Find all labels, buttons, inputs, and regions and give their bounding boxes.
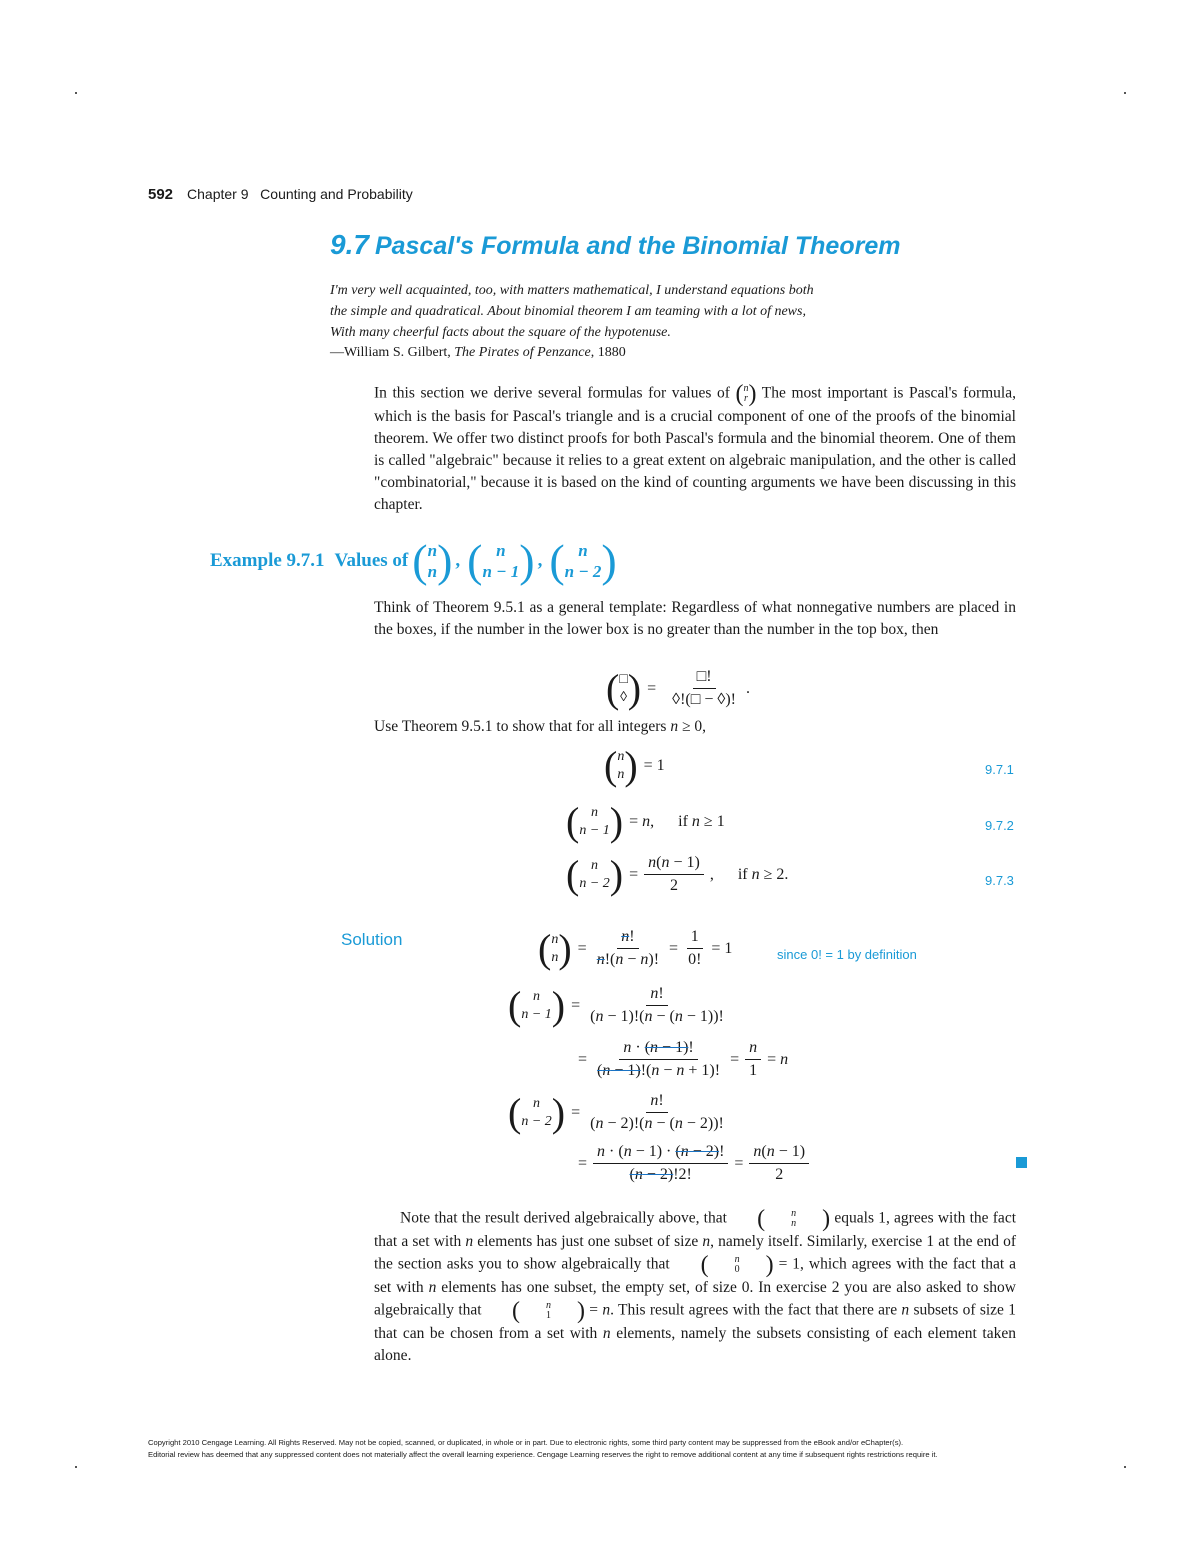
epigraph-line: the simple and quadratical. About binomial theorem I am teaming with a lot of news, xyxy=(330,304,806,319)
equation-9-7-1: ( n n ) = 1 xyxy=(604,743,665,788)
intro-paragraph: In this section we derive several formulas for values of ( n r ) The most important is Pascal's formula, which is the basis for Pascal's triangle and is a crucial component of one of the proofs of the binomial theorem. We offer two distinct proofs for both Pascal's formula and the binomial theorem. One of them is called "algebraic" because it relies to a great extent on algebraic manipulation, and the other is called "combinatorial," because it is based on the kind of counting arguments we have been discussing in this chapter. xyxy=(374,381,1016,513)
epigraph-line: With many cheerful facts about the square of the hypotenuse. xyxy=(330,325,671,340)
binomial-n-n-1: ( n n − 1 ) xyxy=(467,535,535,586)
epigraph-attribution: —William S. Gilbert, The Pirates of Penzance, 1880 xyxy=(330,345,626,360)
copyright-line: Copyright 2010 Cengage Learning. All Rights Reserved. May not be copied, scanned, or duplicated, in whole or in part. Due to electronic rights, some third party content may be suppressed from the eBook and/or eChapter(s). xyxy=(148,1438,904,1447)
chapter-title: Chapter 9 Counting and Probability xyxy=(187,186,413,202)
binomial-n-1: ( n 1 ) xyxy=(511,1298,585,1324)
section-number: 9.7 xyxy=(330,229,369,260)
crop-mark-tl xyxy=(75,92,77,94)
running-head xyxy=(148,186,413,203)
example-title: Values of xyxy=(334,550,409,571)
crop-mark-br xyxy=(1124,1466,1126,1468)
binomial-n-n: ( n n ) xyxy=(757,1206,831,1232)
equation-tag: 9.7.3 xyxy=(985,873,1014,888)
example-label: Example 9.7.1 xyxy=(210,550,325,571)
page-number: 592 xyxy=(148,186,174,203)
note-paragraph: Note that the result derived algebraically above, that ( n n ) equals 1, agrees with the fact that a set with n elements has just one subset of size n, namely itself. Similarly, exercise 1 at the end of the section asks you to show algebraically that ( n 0 ) = 1, which agrees with the fact that a set with n elements has one subset, the empty set, of size 0. In exercise 2 you are also asked to show algebraically that ( n 1 ) = n. This result agrees with the fact that there are n subsets of size 1 that can be chosen from a set with n elements, namely the subsets consisting of each element taken alone. xyxy=(374,1206,1017,1364)
solution-step-2: ( n n − 1 ) = $\frac{n!}{(n - 1)!(n - (n - 1))!}$ xyxy=(508,982,724,1028)
binomial-n-0: ( n 0 ) xyxy=(700,1252,774,1278)
binomial-n-n: ( n n ) xyxy=(412,535,453,586)
template-paragraph: Think of Theorem 9.5.1 as a general template: Regardless of what nonnegative numbers are placed in the boxes, if the number in the lower box is no greater than the number in the top box, then xyxy=(374,599,1016,638)
section-title xyxy=(330,229,900,261)
solution-step-5: = $\frac{n \cdot (n - 1) \cdot (n - 2)!}{(n - 2)!2!}$ = $\frac{n(n - 1)}{2}$ xyxy=(578,1143,815,1184)
template-formula: ( □ ◊ ) = $\frac{□!}{◊!(□ - ◊)!}$ . xyxy=(606,665,750,711)
equation-9-7-3: ( n n − 2 ) = $\frac{n(n - 1)}{2}$ , if n ≥ 2. xyxy=(566,851,789,897)
binomial-n-r: ( n r ) xyxy=(735,381,757,407)
solution-step-1: ( n n ) = $\frac{n!}{n!(n - n)!}$ = $\frac{1}{0!}$ = 1 xyxy=(538,925,733,971)
solution-step-3: = $\frac{n \cdot (n - 1)!}{(n - 1)!(n - n + 1)!}$ = $\frac{n}{1}$ = n xyxy=(578,1039,789,1079)
solution-step-4: ( n n − 2 ) = $\frac{n!}{(n - 2)!(n - (n - 2))!}$ xyxy=(508,1089,724,1135)
epigraph-line: I'm very well acquainted, too, with matters mathematical, I understand equations both xyxy=(330,283,814,298)
equation-tag: 9.7.1 xyxy=(985,762,1014,777)
equation-9-7-2: ( n n − 1 ) = n, if n ≥ 1 xyxy=(566,799,725,844)
solution-label: Solution xyxy=(341,930,403,949)
use-theorem-line: Use Theorem 9.5.1 to show that for all integers n ≥ 0, xyxy=(374,718,706,735)
equation-tag: 9.7.2 xyxy=(985,818,1014,833)
crop-mark-tr xyxy=(1124,92,1126,94)
binomial-n-n-2: ( n n − 2 ) xyxy=(549,535,617,586)
copyright-footer xyxy=(148,1437,1063,1461)
end-of-proof-square xyxy=(1016,1157,1027,1168)
since-note: since 0! = 1 by definition xyxy=(777,947,917,962)
epigraph xyxy=(330,280,930,343)
section-heading: Pascal's Formula and the Binomial Theorem xyxy=(374,232,901,260)
copyright-line: Editorial review has deemed that any suppressed content does not materially affect the overall learning experience. Cengage Learning reserves the right to remove additional content at any time if subsequent rights restrictions require it. xyxy=(148,1450,938,1459)
crop-mark-bl xyxy=(75,1466,77,1468)
example-heading: Example 9.7.1 Values of ( n n ) , ( n n − 1 ) , ( n n − 2 ) xyxy=(210,535,617,586)
